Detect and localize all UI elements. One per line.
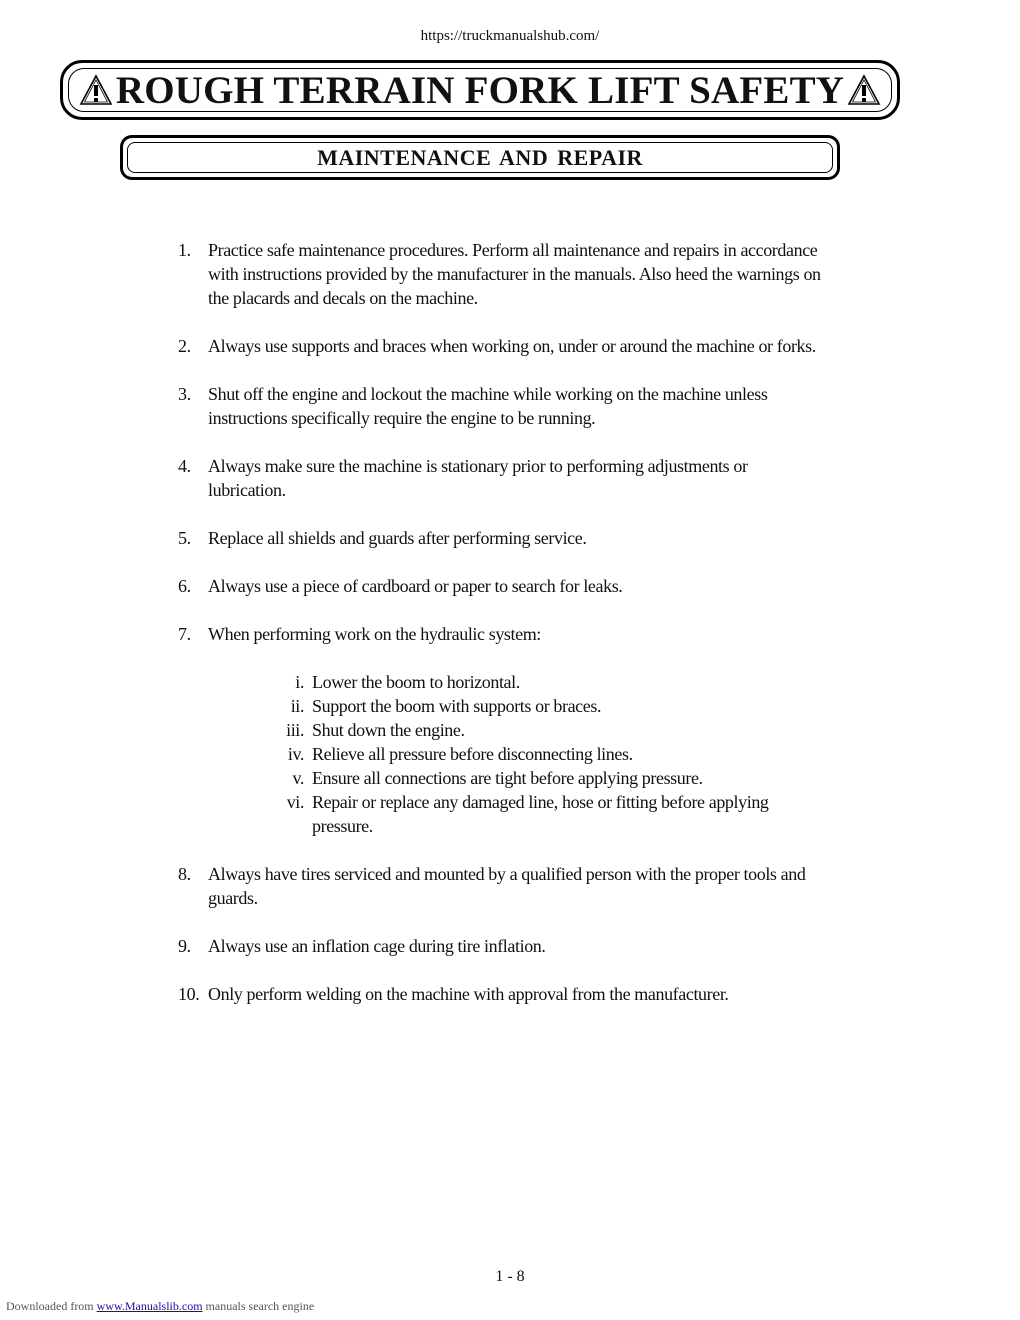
sub-item-text: Repair or replace any damaged line, hose or fitting before applying pressure.	[312, 792, 769, 836]
list-item	[178, 862, 828, 910]
list-item	[178, 454, 828, 502]
sub-list-item	[256, 790, 828, 838]
list-item	[178, 382, 828, 430]
item-number: 5.	[178, 528, 191, 548]
item-number: 8.	[178, 864, 191, 884]
sub-item-number: v.	[292, 768, 304, 788]
section-banner	[120, 135, 840, 180]
sub-item-number: iii.	[286, 720, 304, 740]
page-number: 1 - 8	[495, 1268, 525, 1285]
section-banner-inner	[127, 142, 833, 173]
item-number: 9.	[178, 936, 191, 956]
page-title: ROUGH TERRAIN FORK LIFT SAFETY	[115, 68, 845, 112]
item-text: When performing work on the hydraulic system:	[208, 624, 541, 644]
warning-triangle-icon	[79, 74, 113, 106]
sub-item-text: Shut down the engine.	[312, 720, 465, 740]
footer-prefix: Downloaded from	[6, 1299, 94, 1313]
sub-item-text: Ensure all connections are tight before applying pressure.	[312, 768, 703, 788]
list-item	[178, 622, 828, 838]
list-item	[178, 982, 828, 1006]
sub-list-item	[256, 718, 828, 742]
item-text: Only perform welding on the machine with approval from the manufacturer.	[208, 984, 729, 1004]
list-item	[178, 526, 828, 550]
sub-list-item	[256, 694, 828, 718]
title-banner	[60, 60, 900, 120]
item-number: 10.	[178, 984, 200, 1004]
item-text: Replace all shields and guards after performing service.	[208, 528, 587, 548]
item-number: 6.	[178, 576, 191, 596]
item-number: 3.	[178, 384, 191, 404]
item-text: Always use supports and braces when working on, under or around the machine or forks.	[208, 336, 816, 356]
hydraulic-steps-list	[256, 670, 828, 838]
list-item	[178, 334, 828, 358]
item-text: Always have tires serviced and mounted by a qualified person with the proper tools and guards.	[208, 864, 806, 908]
download-footer	[6, 1299, 314, 1314]
sub-item-text: Lower the boom to horizontal.	[312, 672, 520, 692]
warning-triangle-icon	[847, 74, 881, 106]
item-body	[208, 622, 828, 838]
sub-item-number: iv.	[287, 744, 304, 764]
item-text: Shut off the engine and lockout the machine while working on the machine unless instructions specifically require the engine to be running.	[208, 384, 768, 428]
sub-item-text: Relieve all pressure before disconnecting lines.	[312, 744, 633, 764]
item-number: 2.	[178, 336, 191, 356]
item-text: Always use a piece of cardboard or paper to search for leaks.	[208, 576, 623, 596]
safety-list	[178, 238, 828, 1030]
item-number: 4.	[178, 456, 191, 476]
list-item	[178, 934, 828, 958]
sub-list-item	[256, 670, 828, 694]
item-text: Always make sure the machine is stationary prior to performing adjustments or lubrication.	[208, 456, 748, 500]
sub-item-number: vi.	[286, 792, 304, 812]
item-text: Practice safe maintenance procedures. Perform all maintenance and repairs in accordance with instructions provided by the manufacturer in the manuals. Also heed the warnings on the placards and decals on the machine.	[208, 240, 821, 308]
item-number: 7.	[178, 624, 191, 644]
sub-list-item	[256, 766, 828, 790]
sub-item-number: ii.	[290, 696, 304, 716]
sub-list-item	[256, 742, 828, 766]
list-item	[178, 574, 828, 598]
item-number: 1.	[178, 240, 191, 260]
sub-item-text: Support the boom with supports or braces.	[312, 696, 602, 716]
title-banner-inner	[68, 68, 892, 112]
list-item	[178, 238, 828, 310]
sub-item-number: i.	[295, 672, 304, 692]
manualslib-link[interactable]: www.Manualslib.com	[96, 1299, 203, 1313]
footer-suffix: manuals search engine	[205, 1299, 315, 1313]
item-text: Always use an inflation cage during tire inflation.	[208, 936, 546, 956]
header-url: https://truckmanualshub.com/	[420, 28, 600, 44]
section-title: MAINTENANCE AND REPAIR	[317, 144, 643, 170]
